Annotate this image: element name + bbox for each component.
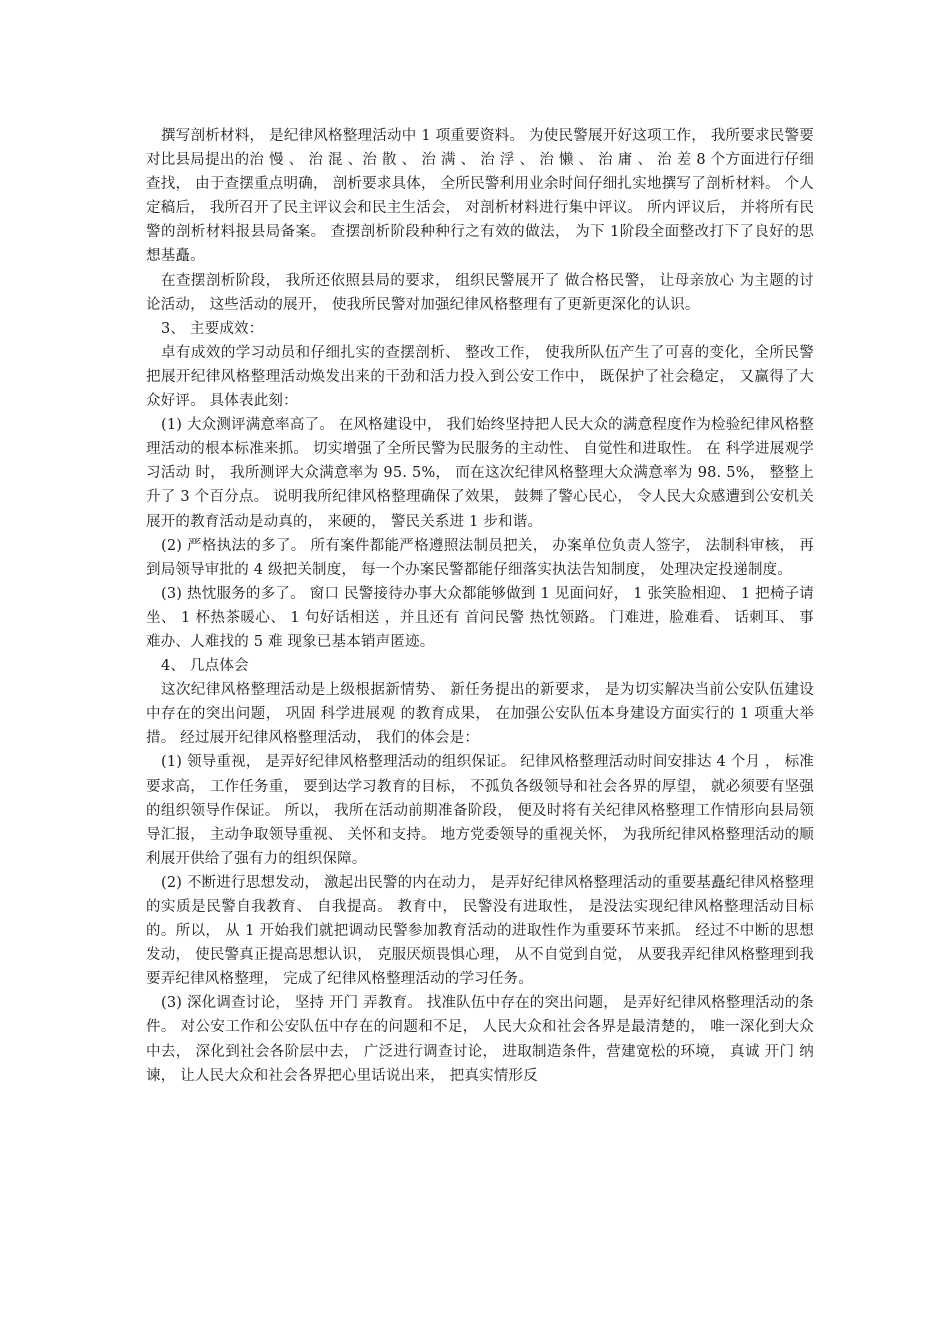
paragraph-result-service: (3) 热忱服务的多了。 窗口 民警接待办事大众都能够做到 1 见面问好， 1 张笑脸相迎、 1 把椅子请坐、 1 杯热茶暖心、 1 句好话相送 ，并且还有 首问民警 热忱领路。 门难进，脸难看、 话刺耳、 事难办、人难找的 5 难 现象已基本销声匿迹。 <box>146 585 814 650</box>
paragraph-experience-investigation: (3) 深化调查讨论， 坚持 开门 弄教育。 找准队伍中存在的突出问题， 是弄好纪律风格整理活动的条件。 对公安工作和公安队伍中存在的问题和不足， 人民大众和社会各界是最清楚的， 唯一深化到大众中去， 深化到社会各阶层中去， 广泛进行调查讨论， 进取制造条件，营建宽松的环境， 真诚 开门 纳谏， 让人民大众和社会各界把心里话说出来， 把真实情形反 <box>146 995 814 1084</box>
paragraph-result-satisfaction: (1) 大众测评满意率高了。 在风格建设中， 我们始终坚持把人民大众的满意程度作为检验纪律风格整理活动的根本标准来抓。 切实增强了全所民警为民服务的主动性、 自觉性和进取性。 在 科学进展观学习活动 时， 我所测评大众满意率为 95. 5%， 而在这次纪律风格整理大众满意率为 98. 5%， 整整上升了 3 个百分点。 说明我所纪律风格整理确保了效果， 鼓舞了警心民心， 令人民大众感遭到公安机关展开的教育活动是动真的， 来硬的， 警民关系进 1 步和谐。 <box>146 417 814 530</box>
paragraph-experiences-intro: 这次纪律风格整理活动是上级根据新情势、 新任务提出的新要求， 是为切实解决当前公安队伍建设中存在的突出问题， 巩固 科学进展观 的教育成果， 在加强公安队伍本身建设方面实行的 1 项重大举措。 经过展开纪律风格整理活动， 我们的体会是： <box>146 682 814 747</box>
section-heading-main-results: 3、 主要成效： <box>161 320 264 337</box>
section-heading-experiences: 4、 几点体会 <box>161 658 249 675</box>
paragraph-results-intro: 卓有成效的学习动员和仔细扎实的查摆剖析、 整改工作， 使我所队伍产生了可喜的变化，全所民警把展开纪律风格整理活动焕发出来的干劲和活力投入到公安工作中， 既保护了社会稳定， 又赢得了大众好评。 具体表此刻： <box>146 344 814 410</box>
paragraph-experience-leadership: (1) 领导重视， 是弄好纪律风格整理活动的组织保证。 纪律风格整理活动时间安排达 4 个月 ， 标准要求高， 工作任务重， 要到达学习教育的目标， 不孤负各级领导和社会各界的厚望， 就必须要有坚强的组织领导作保证。 所以， 我所在活动前期准备阶段， 便及时将有关纪律风格整理工作情形向县局领导汇报， 主动争取领导重视、 关怀和支持。 地方党委领导的重视关怀， 为我所纪律风格整理活动的顺利展开供给了强有力的组织保障。 <box>146 754 814 867</box>
paragraph-analysis-materials: 撰写剖析材料， 是纪律风格整理活动中 1 项重要资料。 为使民警展开好这项工作， 我所要求民警要对比县局提出的治 慢 、 治 混 、治 散 、 治 满 、 治 浮 、 治 懒 、 治 庸 、 治 差 8 个方面进行仔细查找， 由于查摆重点明确， 剖析要求具体， 全所民警利用业余时间仔细扎实地撰写了剖析材料。 个人定稿后， 我所召开了民主评议会和民主生活会， 对剖析材料进行集中评议。 所内评议后， 并将所有民警的剖析材料报县局备案。 查摆剖析阶段种种行之有效的做法， 为下 1阶段全面整改打下了良好的思想基矗。 <box>146 128 814 265</box>
paragraph-result-law-enforcement: (2) 严格执法的多了。 所有案件都能严格遵照法制员把关， 办案单位负责人签字， 法制科审核， 再到局领导审批的 4 级把关制度， 每一个办案民警都能仔细落实执法告知制度， 处理决定投递制度。 <box>146 537 814 578</box>
paragraph-review-stage: 在查摆剖析阶段， 我所还依照县局的要求， 组织民警展开了 做合格民警， 让母亲放心 为主题的讨论活动， 这些活动的展开， 使我所民警对加强纪律风格整理有了更新更深化的认识。 <box>146 272 814 313</box>
paragraph-experience-mobilization: (2) 不断进行思想发动， 激起出民警的内在动力， 是弄好纪律风格整理活动的重要基矗纪律风格整理的实质是民警自我教育、 自我提高。 教育中， 民警没有进取性， 是没法实现纪律风格整理活动目标的。所以， 从 1 开始我们就把调动民警参加教育活动的进取性作为重要环节来抓。 经过不中断的思想发动， 使民警真正提高思想认识， 克服厌烦畏惧心理， 从不自觉到自觉， 从要我弄纪律风格整理到我要弄纪律风格整理， 完成了纪律风格整理活动的学习任务。 <box>146 874 814 988</box>
document-page <box>146 124 814 1088</box>
